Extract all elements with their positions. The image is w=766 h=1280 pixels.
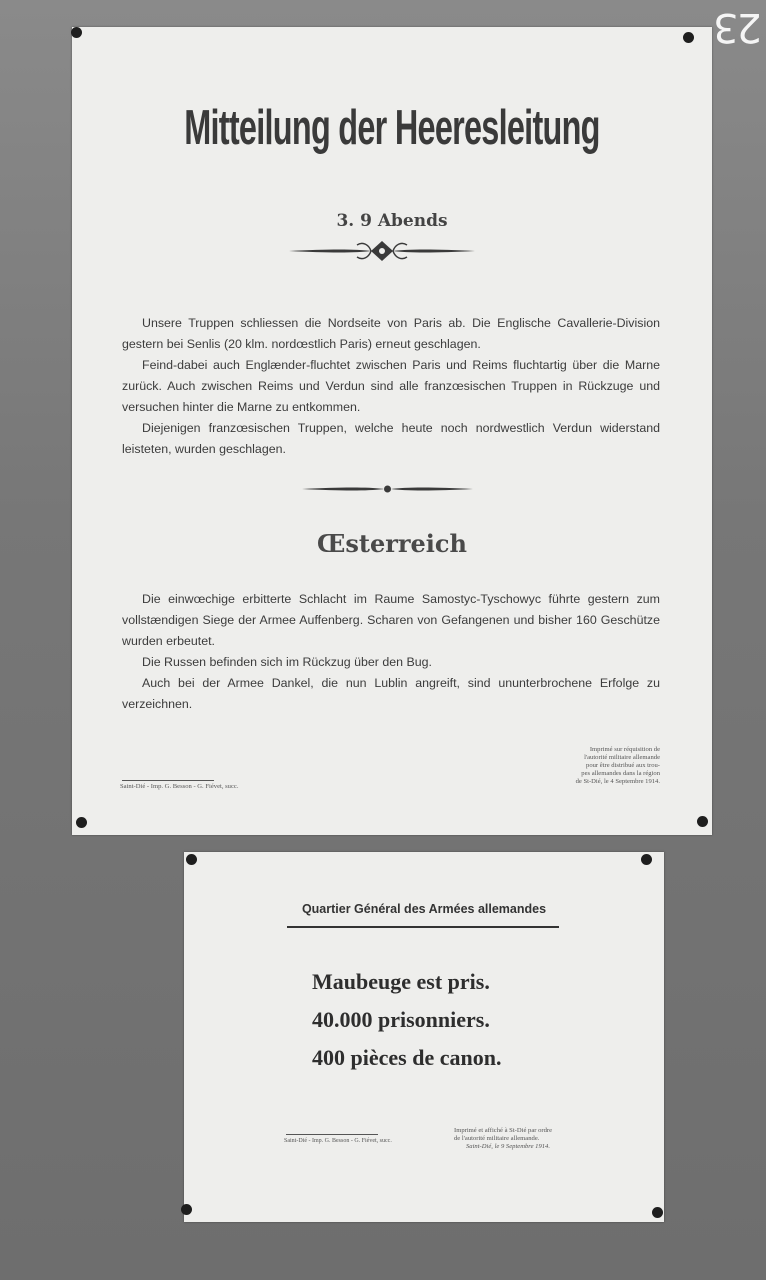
divider (122, 780, 214, 781)
requisition-notice: Imprimé sur réquisition de l'autorité militaire allemande pour être distribué aux trou- pes allemandes dans la région de St-Dié, le 4 Septembre 1914. (575, 746, 660, 785)
posting-notice: Imprimé et affiché à St-Dié par ordre de l'autorité militaire allemande. Saint-Dié, le 9 Septembre 1914. (454, 1127, 553, 1150)
printer-line: Saint-Dié - Imp. G. Besson - G. Fiévet, succ. (120, 783, 239, 790)
poster-title: Mitteilung der Heeresleitung (184, 99, 600, 156)
divider (287, 926, 559, 928)
paragraph: Feind-dabei auch Englænder-fluchtet zwischen Paris und Reims fluchtartig über die Marne zurück. Auch zwischen Reims und Verdun sind alle franzœsischen Truppen in Rückzuge und versuchen hinter die Marne zu entkommen. (122, 358, 660, 414)
ornament-divider-icon (287, 239, 477, 263)
paragraph: Die Russen befinden sich im Rückzug über den Bug. (142, 655, 432, 669)
divider (286, 1134, 378, 1135)
paragraph: Die einwœchige erbitterte Schlacht im Raume Samostyc-Tyschowyc führte gestern zum vollstændigen Siege der Armee Auffenberg. Scharen von Gefangenen und bisher 160 Geschütze wurden erbeutet. (122, 592, 660, 648)
french-notice-poster (184, 852, 664, 1222)
pin-icon (181, 1204, 192, 1215)
paragraph: Auch bei der Armee Dankel, die nun Lublin angreift, sind ununterbrochene Erfolge zu verzeichnen. (122, 676, 660, 711)
german-army-poster (72, 27, 712, 835)
pin-icon (697, 816, 708, 827)
printer-line: Saint-Dié - Imp. G. Besson - G. Fiévet, succ. (284, 1138, 392, 1144)
pin-icon (641, 854, 652, 865)
paragraph: Unsere Truppen schliessen die Nordseite von Paris ab. Die Englische Cavallerie-Division gestern bei Senlis (20 klm. nordœstlich Paris) erneut geschlagen. (122, 316, 660, 351)
paragraph: Diejenigen franzœsischen Truppen, welche heute noch nordwestlich Verdun widerstand leisteten, wurden geschlagen. (122, 421, 660, 456)
announcement-line: 400 pièces de canon. (312, 1045, 502, 1070)
notice-header: Quartier Général des Armées allemandes (301, 902, 547, 916)
archive-number: 23 (715, 4, 762, 50)
announcement-line: 40.000 prisonniers. (312, 1007, 490, 1032)
pin-icon (71, 27, 82, 38)
poster-subtitle: 3. 9 Abends (336, 211, 448, 231)
pin-icon (652, 1207, 663, 1218)
report-paragraphs (122, 313, 660, 460)
pin-icon (186, 854, 197, 865)
section-title: Œsterreich (317, 529, 467, 558)
ornament-divider-icon (300, 482, 475, 496)
pin-icon (683, 32, 694, 43)
pin-icon (76, 817, 87, 828)
austria-paragraphs (122, 589, 660, 715)
announcement-lines (312, 963, 501, 1077)
announcement-line: Maubeuge est pris. (312, 969, 490, 994)
